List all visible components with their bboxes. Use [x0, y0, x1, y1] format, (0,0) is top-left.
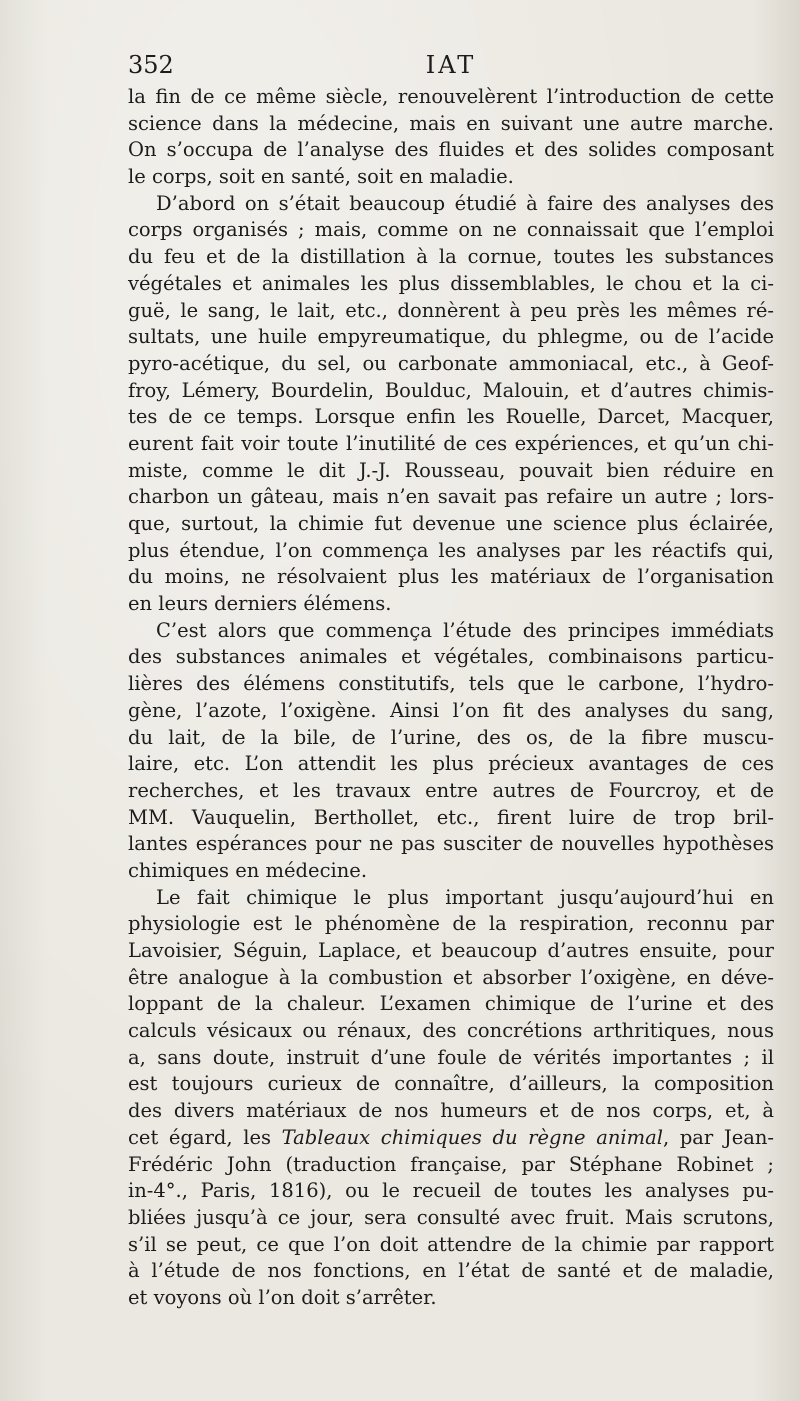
text-line: guë, le sang, le lait, etc., donnèrent à peu près les mêmes ré-	[128, 298, 774, 322]
text-line: s’il se peut, ce que l’on doit attendre de la chimie par rapport	[128, 1232, 774, 1256]
text-line: des substances animales et végétales, combinaisons particu-	[128, 645, 774, 669]
text-line: du feu et de la distillation à la cornue, toutes les substances	[128, 245, 774, 269]
text-line: tes de ce temps. Lorsque enfin les Rouelle, Darcet, Macquer,	[128, 405, 774, 429]
text-line: plus étendue, l’on commença les analyses par les réactifs qui,	[128, 538, 774, 562]
text-line: à l’étude de nos fonctions, en l’état de santé et de maladie,	[128, 1259, 774, 1283]
text-line: est toujours curieux de connaître, d’ailleurs, la composition	[128, 1072, 774, 1096]
text-line: des divers matériaux de nos humeurs et de nos corps, et, à	[128, 1099, 774, 1123]
text-line: MM. Vauquelin, Berthollet, etc., firent luire de trop bril-	[128, 805, 774, 829]
text-line: être analogue à la combustion et absorber l’oxigène, en déve-	[128, 965, 774, 989]
text-line: chimiques en médecine.	[128, 858, 368, 882]
body-text	[128, 84, 774, 1312]
text-line: miste, comme le dit J.-J. Rousseau, pouvait bien réduire en	[128, 458, 774, 482]
text-line: le corps, soit en santé, soit en maladie.	[128, 165, 514, 189]
text-line: charbon un gâteau, mais n’en savait pas refaire un autre ; lors-	[128, 485, 774, 509]
text-line: gène, l’azote, l’oxigène. Ainsi l’on fit des analyses du sang,	[128, 698, 774, 722]
text-line: en leurs derniers élémens.	[128, 592, 392, 616]
text-line: On s’occupa de l’analyse des fluides et des solides composant	[128, 138, 774, 162]
text-line: recherches, et les travaux entre autres de Fourcroy, et de	[128, 778, 774, 802]
text-line: et voyons où l’on doit s’arrêter.	[128, 1285, 437, 1309]
text-line: pyro-acétique, du sel, ou carbonate ammoniacal, etc., à Geof-	[128, 351, 774, 375]
paragraph	[128, 618, 774, 885]
text-line: science dans la médecine, mais en suivant une autre marche.	[128, 111, 774, 135]
text-line: végétales et animales les plus dissemblables, le chou et la ci-	[128, 271, 774, 295]
text-line: loppant de la chaleur. L’examen chimique de l’urine et des	[128, 992, 774, 1016]
text-line: a, sans doute, instruit d’une foule de vérités importantes ; il	[128, 1045, 774, 1069]
text-line: C’est alors que commença l’étude des principes immédiats	[156, 618, 774, 642]
text-line: corps organisés ; mais, comme on ne connaissait que l’emploi	[128, 218, 774, 242]
paragraph	[128, 885, 774, 1312]
text-line: du lait, de la bile, de l’urine, des os, de la fibre muscu-	[128, 725, 774, 749]
text-line: bliées jusqu’à ce jour, sera consulté avec fruit. Mais scrutons,	[128, 1205, 774, 1229]
text-line: eurent fait voir toute l’inutilité de ces expériences, et qu’un chi-	[128, 431, 774, 455]
running-title: IAT	[425, 51, 477, 79]
text-line: lières des élémens constitutifs, tels que le carbone, l’hydro-	[128, 672, 774, 696]
running-head	[128, 48, 774, 82]
text-line: Lavoisier, Séguin, Laplace, et beaucoup d’autres ensuite, pour	[128, 939, 774, 962]
text-line: physiologie est le phénomène de la respiration, reconnu par	[128, 912, 774, 936]
text-line: laire, etc. L’on attendit les plus précieux avantages de ces	[128, 752, 774, 776]
page-number: 352	[128, 51, 174, 79]
text-line: D’abord on s’était beaucoup étudié à faire des analyses des	[156, 191, 774, 215]
text-line: sultats, une huile empyreumatique, du phlegme, ou de l’acide	[128, 325, 774, 349]
text-line: que, surtout, la chimie fut devenue une science plus éclairée,	[128, 512, 774, 535]
paragraph	[128, 191, 774, 618]
text-line: Le fait chimique le plus important jusqu’aujourd’hui en	[156, 885, 774, 909]
text-line: in-4°., Paris, 1816), ou le recueil de toutes les analyses pu-	[128, 1179, 774, 1203]
text-line: du moins, ne résolvaient plus les matériaux de l’organisation	[128, 565, 774, 589]
text-line: calculs vésicaux ou rénaux, des concrétions arthritiques, nous	[128, 1019, 774, 1043]
text-line: cet égard, les Tableaux chimiques du règne animal, par Jean-	[128, 1125, 775, 1149]
text-line: lantes espérances pour ne pas susciter de nouvelles hypothèses	[128, 832, 774, 856]
text-line: la fin de ce même siècle, renouvelèrent l’introduction de cette	[128, 85, 774, 108]
paragraph	[128, 84, 774, 191]
text-line: Frédéric John (traduction française, par Stéphane Robinet ;	[128, 1152, 774, 1176]
text-line: froy, Lémery, Bourdelin, Boulduc, Malouin, et d’autres chimis-	[128, 378, 774, 402]
